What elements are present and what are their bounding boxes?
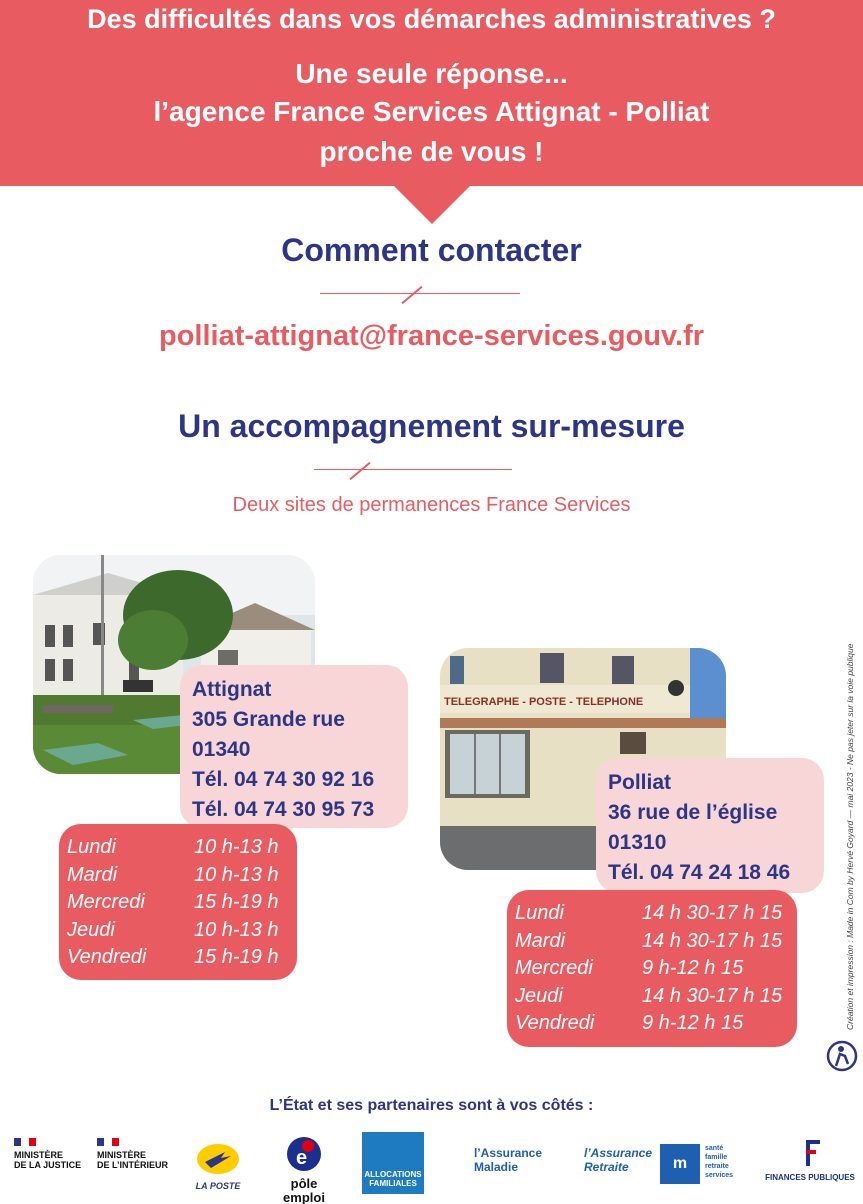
hours-day: Mercredi <box>515 957 593 979</box>
msa-line4: services <box>705 1172 734 1179</box>
banner-pointer <box>392 184 472 224</box>
laposte-bird-icon <box>195 1142 241 1176</box>
hours-day: Vendredi <box>515 1012 595 1034</box>
hours-row <box>515 1010 789 1038</box>
banner-agency: l’agence France Services Attignat - Polliat <box>153 96 710 127</box>
pole-emploi-icon <box>286 1136 322 1172</box>
assurance-maladie-line1: l’Assurance <box>474 1146 543 1160</box>
hours-time: 10 h-13 h <box>194 863 279 886</box>
hours-day: Lundi <box>515 902 564 924</box>
hours-row <box>67 834 289 862</box>
msa-logo: m santé famille retraite services <box>660 1144 746 1186</box>
msa-line1: santé <box>705 1145 724 1152</box>
print-credit <box>845 540 857 1030</box>
attignat-address-card <box>180 665 408 828</box>
attignat-hours-card <box>59 824 297 980</box>
svg-text:e: e <box>296 1147 308 1169</box>
hours-day: Lundi <box>67 836 116 858</box>
attignat-name: Attignat <box>192 678 272 701</box>
hours-day: Vendredi <box>67 946 147 968</box>
polliat-postcode: 01310 <box>608 831 667 854</box>
contact-divider-slash <box>401 286 422 304</box>
banner-question: Des difficultés dans vos démarches administratives ? <box>87 4 776 34</box>
assurance-retraite-line1: l’Assurance <box>584 1146 653 1160</box>
polliat-name: Polliat <box>608 771 672 794</box>
support-subtitle: Deux sites de permanences France Services <box>232 494 631 516</box>
hours-row <box>67 862 289 890</box>
justice-logo-line1: MINISTÈRE <box>14 1150 64 1160</box>
caf-logo-line1: ALLOCATIONS <box>364 1170 422 1179</box>
banner-answer: Une seule réponse... <box>295 58 568 89</box>
hours-day: Mardi <box>515 929 566 952</box>
hours-row <box>67 889 289 917</box>
polliat-address-card <box>596 758 824 893</box>
finances-publiques-label: FINANCES PUBLIQUES <box>765 1173 855 1182</box>
hours-time: 10 h-13 h <box>194 918 279 941</box>
laposte-logo-label: LA POSTE <box>195 1181 241 1191</box>
caf-logo-line2: FAMILIALES <box>369 1179 417 1188</box>
polliat-hours-card <box>507 890 797 1047</box>
msa-line2: famille <box>705 1154 728 1161</box>
support-divider-slash <box>349 462 370 480</box>
hours-row <box>515 983 789 1011</box>
hours-day: Jeudi <box>67 918 115 941</box>
pole-emploi-logo <box>268 1136 340 1204</box>
interieur-logo <box>97 1138 177 1190</box>
recycle-bin-icon <box>826 1040 858 1072</box>
hours-row <box>67 944 289 972</box>
hours-row <box>67 917 289 945</box>
hours-row <box>515 900 789 928</box>
hours-time: 9 h-12 h 15 <box>642 957 744 979</box>
attignat-postcode: 01340 <box>192 738 251 761</box>
caf-logo <box>362 1132 424 1194</box>
support-heading: Un accompagnement sur-mesure <box>178 408 685 444</box>
support-divider <box>314 469 512 470</box>
interieur-logo-line1: MINISTÈRE <box>97 1150 147 1160</box>
interieur-logo-line2: DE L’INTÉRIEUR <box>97 1160 169 1170</box>
msa-line3: retraite <box>705 1163 729 1170</box>
assurance-maladie-logo <box>448 1146 543 1186</box>
hours-time: 14 h 30-17 h 15 <box>642 929 783 952</box>
contact-divider <box>320 293 520 294</box>
attignat-phone-2[interactable]: Tél. 04 74 30 95 73 <box>192 798 375 821</box>
justice-logo-line2: DE LA JUSTICE <box>14 1160 82 1170</box>
hours-time: 9 h-12 h 15 <box>642 1012 744 1034</box>
attignat-street: 305 Grande rue <box>192 708 345 731</box>
attignat-phone-1[interactable]: Tél. 04 74 30 92 16 <box>192 768 375 791</box>
hours-day: Jeudi <box>515 984 563 1007</box>
justice-logo <box>14 1138 84 1190</box>
hours-time: 15 h-19 h <box>194 891 279 913</box>
hours-time: 15 h-19 h <box>194 946 279 968</box>
hours-time: 14 h 30-17 h 15 <box>642 984 783 1007</box>
assurance-retraite-line2: Retraite <box>584 1160 629 1174</box>
assurance-maladie-line2: Maladie <box>474 1160 519 1174</box>
contact-heading: Comment contacter <box>281 232 582 268</box>
hours-row <box>515 928 789 956</box>
pole-emploi-label: pôle emploi <box>283 1176 325 1204</box>
hours-day: Mercredi <box>67 891 145 913</box>
laposte-logo <box>188 1142 248 1192</box>
contact-email-link[interactable]: polliat-attignat@france-services.gouv.fr <box>158 320 705 352</box>
hours-time: 14 h 30-17 h 15 <box>642 902 783 924</box>
polliat-street: 36 rue de l’église <box>608 801 778 824</box>
banner-closing: proche de vous ! <box>319 136 544 167</box>
print-credit-text: Création et impression : Made in Com by Hervé Goyard — mai 2023 - Ne pas jeter sur la voie publique <box>845 643 855 1030</box>
hours-time: 10 h-13 h <box>194 836 279 858</box>
assurance-retraite-logo <box>552 1146 653 1186</box>
hours-day: Mardi <box>67 863 118 886</box>
polliat-sign: TELEGRAPHE - POSTE - TELEPHONE <box>444 696 644 708</box>
hours-row <box>515 955 789 983</box>
finances-publiques-logo <box>762 1138 858 1190</box>
polliat-phone[interactable]: Tél. 04 74 24 18 46 <box>608 861 791 884</box>
finances-publiques-icon <box>798 1138 822 1168</box>
partners-title: L’État et ses partenaires sont à vos côtés : <box>269 1097 594 1114</box>
